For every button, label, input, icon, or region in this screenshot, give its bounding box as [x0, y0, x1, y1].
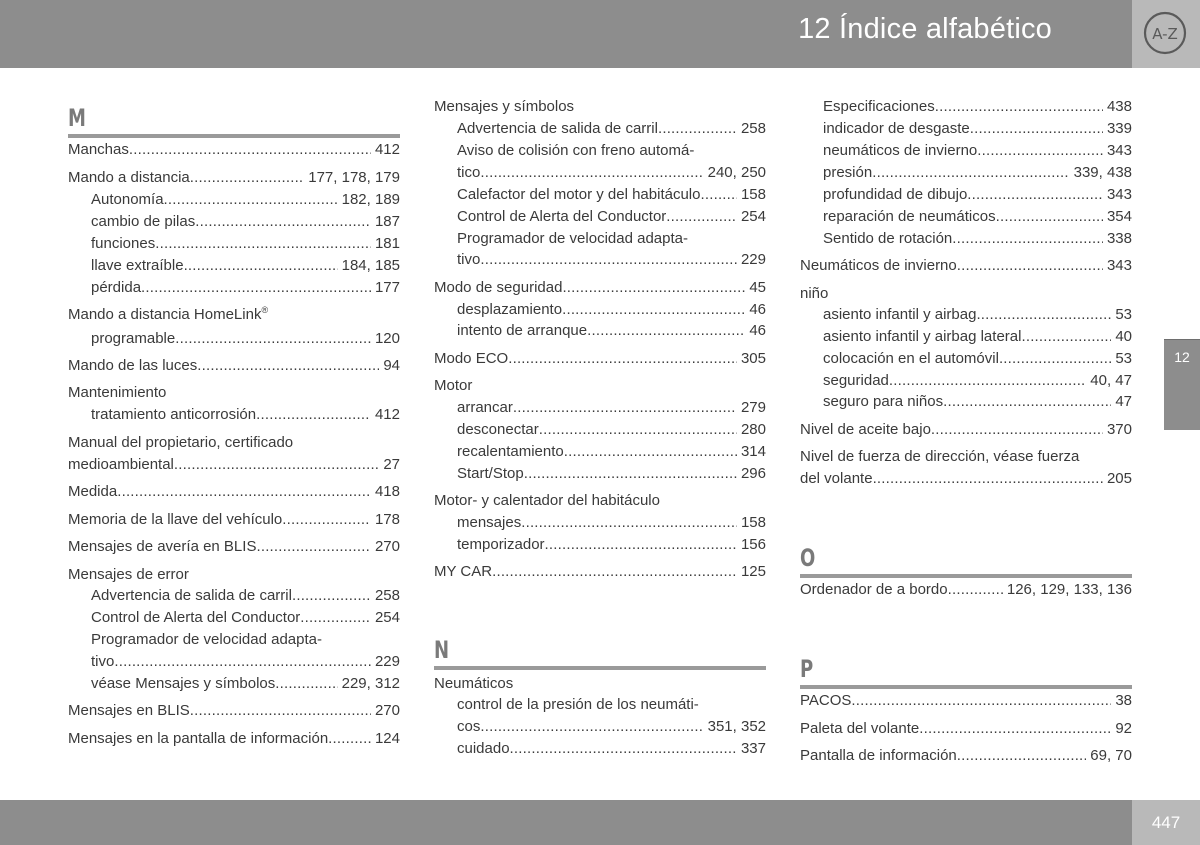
- az-index-icon: [1143, 11, 1187, 55]
- index-subentry: Advertencia de salida de carril ..... 258: [457, 118, 766, 140]
- index-subentry: tratamiento anticorrosión ..... 412: [91, 404, 400, 426]
- index-subentry: profundidad de dibujo ..... 343: [823, 184, 1132, 206]
- index-entry: PACOS ..... 38: [800, 690, 1132, 712]
- index-subentry: pérdida ..... 177: [91, 277, 400, 299]
- index-entry: Mensajes de error: [68, 566, 189, 583]
- index-entry: Mantenimiento: [68, 384, 167, 401]
- index-entry: Modo ECO ..... 305: [434, 348, 766, 370]
- index-subentry: temporizador ..... 156: [457, 534, 766, 556]
- index-subentry: desplazamiento ..... 46: [457, 299, 766, 321]
- index-subentry: neumáticos de invierno ..... 343: [823, 140, 1132, 162]
- index-subentry: programable ..... 120: [91, 328, 400, 350]
- index-subentry: cos ..... 351, 352: [457, 716, 766, 738]
- index-entry: Ordenador de a bordo ..... 126, 129, 133, 136: [800, 579, 1132, 601]
- index-entry: del volante ..... 205: [800, 468, 1132, 490]
- page-header: [0, 0, 1132, 68]
- index-subentry: asiento infantil y airbag lateral ..... 40: [823, 326, 1132, 348]
- index-subentry: Control de Alerta del Conductor ..... 254: [91, 607, 400, 629]
- index-subentry: Advertencia de salida de carril ..... 258: [91, 585, 400, 607]
- index-subentry: tivo ..... 229: [91, 651, 400, 673]
- index-subentry: seguridad ..... 40, 47: [823, 370, 1132, 392]
- index-subentry: tivo ..... 229: [457, 249, 766, 271]
- index-entry: Paleta del volante ..... 92: [800, 718, 1132, 740]
- index-subentry: Sentido de rotación ..... 338: [823, 228, 1132, 250]
- index-entry: Mando de las luces ..... 94: [68, 355, 400, 377]
- index-entry: Neumáticos de invierno ..... 343: [800, 255, 1132, 277]
- chapter-tab-label: 12: [1174, 349, 1190, 365]
- index-entry: Mensajes y símbolos: [434, 98, 575, 115]
- index-subentry: véase Mensajes y símbolos ..... 229, 312: [91, 673, 400, 695]
- index-subentry: funciones ..... 181: [91, 233, 400, 255]
- page-title: 12 Índice alfabético: [798, 13, 1052, 45]
- index-entry: Motor: [434, 377, 473, 394]
- index-subentry: tico ..... 240, 250: [457, 162, 766, 184]
- letter-heading-n: N: [434, 628, 766, 670]
- index-entry: Motor- y calentador del habitáculo: [434, 492, 660, 509]
- index-subentry: indicador de desgaste ..... 339: [823, 118, 1132, 140]
- index-subentry: cuidado ..... 337: [457, 738, 766, 760]
- index-subentry: llave extraíble ..... 184, 185: [91, 255, 400, 277]
- index-entry: Nivel de aceite bajo ..... 370: [800, 419, 1132, 441]
- header-badge-area: [1132, 0, 1200, 68]
- index-subentry: recalentamiento ..... 314: [457, 441, 766, 463]
- index-entry: Mando a distancia HomeLink®: [68, 305, 269, 323]
- index-subentry: asiento infantil y airbag ..... 53: [823, 304, 1132, 326]
- index-subentry: intento de arranque ..... 46: [457, 320, 766, 342]
- letter-heading-o: O: [800, 536, 1132, 578]
- index-subentry: Programador de velocidad adapta-: [457, 230, 688, 247]
- index-subentry: seguro para niños ..... 47: [823, 391, 1132, 413]
- index-subentry: mensajes ..... 158: [457, 512, 766, 534]
- index-subentry: Programador de velocidad adapta-: [91, 631, 322, 648]
- page-number: 447: [1132, 800, 1200, 845]
- index-entry: Medida ..... 418: [68, 481, 400, 503]
- index-subentry: Calefactor del motor y del habitáculo ..... 158: [457, 184, 766, 206]
- index-entry: Memoria de la llave del vehículo ..... 178: [68, 509, 400, 531]
- index-entry: MY CAR ..... 125: [434, 561, 766, 583]
- index-subentry: Start/Stop ..... 296: [457, 463, 766, 485]
- index-entry: Mensajes en la pantalla de información ..... 124: [68, 728, 400, 750]
- index-subentry: Aviso de colisión con freno automá-: [457, 142, 695, 159]
- index-entry: Mensajes de avería en BLIS ..... 270: [68, 536, 400, 558]
- index-subentry: Especificaciones ..... 438: [823, 96, 1132, 118]
- index-subentry: control de la presión de los neumáti-: [457, 696, 699, 713]
- index-entry: Neumáticos: [434, 675, 514, 692]
- index-subentry: cambio de pilas ..... 187: [91, 211, 400, 233]
- index-entry: Manual del propietario, certificado: [68, 434, 294, 451]
- index-subentry: arrancar ..... 279: [457, 397, 766, 419]
- letter-heading-p: P: [800, 647, 1132, 689]
- index-subentry: Autonomía ..... 182, 189: [91, 189, 400, 211]
- index-entry: Mando a distancia ..... 177, 178, 179: [68, 167, 400, 189]
- chapter-tab[interactable]: [1164, 339, 1200, 430]
- index-subentry: presión ..... 339, 438: [823, 162, 1132, 184]
- index-entry: niño: [800, 285, 829, 302]
- index-entry: Pantalla de información ..... 69, 70: [800, 745, 1132, 767]
- page-footer: [0, 800, 1132, 845]
- az-index-label: A-Z: [1152, 25, 1178, 43]
- index-subentry: Control de Alerta del Conductor ..... 254: [457, 206, 766, 228]
- index-subentry: desconectar ..... 280: [457, 419, 766, 441]
- index-entry: Nivel de fuerza de dirección, véase fuerza: [800, 448, 1080, 465]
- index-entry: Mensajes en BLIS ..... 270: [68, 700, 400, 722]
- index-subentry: colocación en el automóvil ..... 53: [823, 348, 1132, 370]
- index-subentry: reparación de neumáticos ..... 354: [823, 206, 1132, 228]
- letter-heading-m: M: [68, 96, 400, 138]
- index-entry: medioambiental ..... 27: [68, 454, 400, 476]
- index-entry: Manchas ..... 412: [68, 139, 400, 161]
- index-entry: Modo de seguridad ..... 45: [434, 277, 766, 299]
